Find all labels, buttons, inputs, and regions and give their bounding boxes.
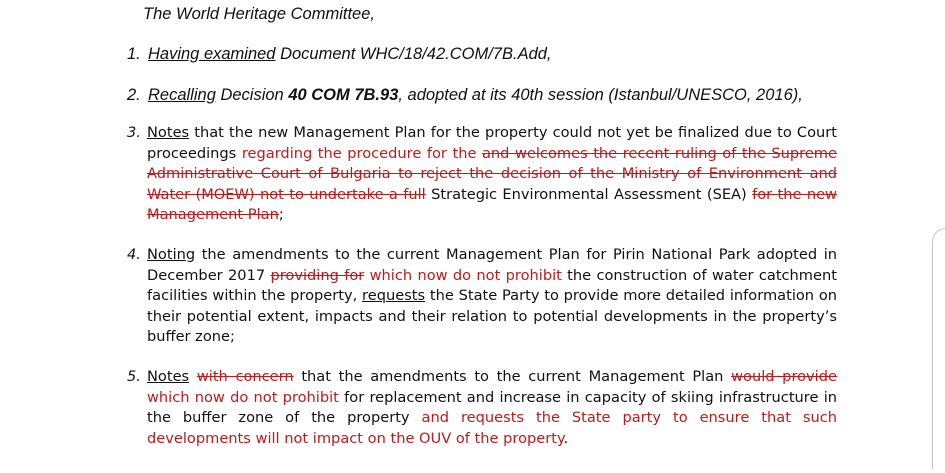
text-segment: the construction of water catchment facilities within the property,: [147, 266, 837, 304]
inserted-text: regarding the procedure for the: [241, 144, 477, 162]
text-segment: Having examined: [148, 45, 276, 63]
deleted-text: and welcomes the recent ruling of the Supreme Administrative Court of Bulgaria to reject the decision of the Ministry of Environment and Water (MOEW) not to undertake a full: [147, 144, 837, 203]
text-segment: .: [563, 429, 569, 447]
deleted-text: with concern: [196, 368, 294, 385]
text-segment: Strategic Environmental Assessment (SEA): [425, 185, 753, 203]
text-segment: Decision: [215, 86, 289, 104]
text-segment: Recalling: [148, 86, 216, 104]
paragraph-number: 2.: [127, 86, 141, 104]
text-segment: Noting: [147, 246, 196, 263]
text-segment: the State Party to provide more detailed information on their potential extent, impacts and their relation to potential developments in the property’s buffer zone;: [147, 287, 838, 345]
paragraph-number: 3.: [127, 124, 141, 141]
text-segment: Notes: [147, 124, 190, 141]
inserted-text: and requests the State party to ensure that such developments will not impact on the OUV of the property: [147, 409, 837, 447]
text-segment: Notes: [147, 368, 190, 385]
deleted-text: for the new Management Plan: [147, 185, 837, 223]
text-segment: that the new Management Plan for the property could not yet be finalized due to Court proceedings: [147, 124, 837, 162]
paragraph-4: [127, 245, 837, 348]
text-segment: for replacement and increase in capacity of skiing infrastructure in the buffer zone of the property: [147, 388, 837, 426]
paragraph-text: [147, 367, 837, 449]
text-segment: [189, 368, 197, 385]
text-segment: Document WHC/18/42.COM/7B.Add,: [275, 45, 552, 63]
paragraph-3: [127, 123, 837, 226]
text-segment: requests: [362, 287, 426, 304]
decision-reference: 40 COM 7B.93: [288, 86, 399, 104]
paragraph-number: 4.: [127, 246, 141, 263]
paragraph-text: [147, 245, 837, 348]
paragraph-number: 1.: [127, 45, 141, 63]
paragraph-5: [127, 367, 837, 449]
paragraph-text: [147, 123, 837, 226]
deleted-text: would provide: [731, 368, 837, 385]
paragraph-number: 5.: [127, 368, 141, 385]
paragraph-text: [148, 44, 552, 64]
page-edge-line: [932, 228, 945, 469]
committee-heading: The World Heritage Committee,: [143, 5, 375, 23]
inserted-text: which now do not prohibit: [369, 266, 562, 284]
text-segment: ;: [278, 206, 284, 223]
inserted-text: which now do not prohibit: [147, 388, 339, 406]
deleted-text: providing for: [270, 266, 365, 284]
text-segment: , adopted at its 40th session (Istanbul/UNESCO, 2016),: [398, 86, 803, 104]
paragraph-text: [148, 85, 803, 105]
text-segment: the amendments to the current Management Plan for Pirin National Park adopted in December 2017: [147, 246, 837, 284]
text-segment: that the amendments to the current Management Plan: [293, 368, 732, 385]
